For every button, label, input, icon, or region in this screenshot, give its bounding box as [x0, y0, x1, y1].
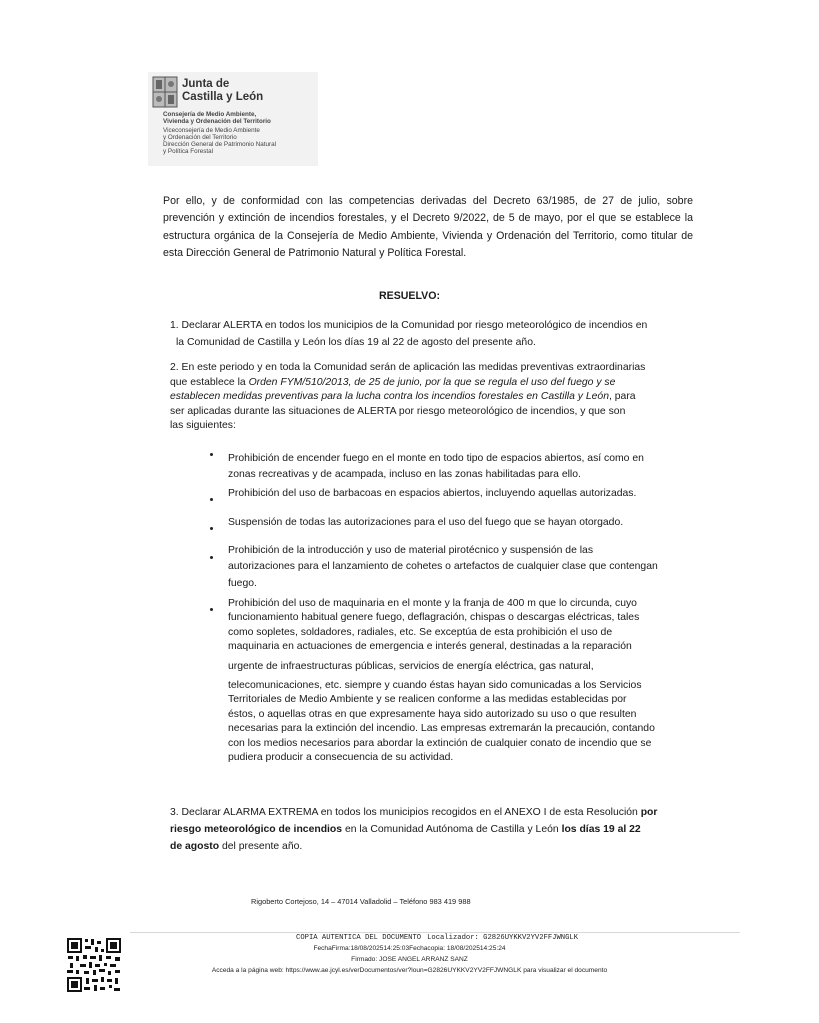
item3-bold: riesgo meteorológico de incendios: [170, 823, 343, 835]
bullet-line: funcionamiento habitual genere fuego, deflagración, chispas o descargas eléctricas, tales: [228, 612, 640, 624]
item1-line: la Comunidad de Castilla y León los días 19 al 22 de agosto del presente año.: [176, 336, 536, 348]
document-locator: Localizador: G2826UYKKV2YV2FFJWNGLK: [427, 934, 579, 942]
bullet-item: [228, 451, 690, 483]
order-reference: Orden FYM/510/2013, de 25 de junio, por la que se regula el uso del fuego y se: [248, 376, 616, 388]
bullet-line: Prohibición de encender fuego en el monte en todo tipo de espacios abiertos, así como en: [228, 453, 644, 464]
bullet-line: urgente de infraestructuras públicas, servicios de energía eléctrica, gas natural,: [228, 660, 594, 672]
bullet-item: [228, 597, 690, 765]
logo-sub-line: Viceconsejería de Medio Ambiente: [163, 127, 260, 134]
item3-bold: los días 19 al 22: [561, 823, 641, 835]
bullet-line: pudiera producir a consecuencia de su actividad.: [228, 752, 454, 764]
footer-divider: [130, 932, 740, 933]
bullet-item: Prohibición del uso de barbacoas en espacios abiertos, incluyendo aquellas autorizadas.: [228, 488, 637, 499]
logo-sub-line: y Ordenación del Territorio: [163, 134, 237, 141]
signature-dates: FechaFirma:18/08/202514:25:03Fechacopia: 18/08/202514:25:24: [313, 945, 506, 952]
item3-text: en la Comunidad Autónoma de Castilla y León: [342, 823, 562, 835]
item3-line: [170, 805, 690, 822]
item3-bold: por: [640, 807, 658, 818]
bullet-line: con los medios necesarios para abordar la extinción de cualquier conato de incendio que se: [228, 737, 652, 749]
authentic-copy-line: [296, 934, 578, 942]
resolution-heading: RESUELVO:: [378, 290, 441, 302]
item3-text: 3. Declarar ALARMA EXTREMA en todos los municipios recogidos en el ANEXO I de esta Resolución: [170, 807, 641, 818]
logo-title-line1: Junta de: [182, 78, 230, 90]
logo-sub-line: Vivienda y Ordenación del Territorio: [163, 118, 271, 125]
item2-line: ser aplicadas durante las situaciones de ALERTA por riesgo meteorológico de incendios, y que son: [170, 405, 626, 417]
logo-sub-line: Dirección General de Patrimonio Natural: [163, 141, 277, 148]
logo-sub-line: Consejería de Medio Ambiente,: [163, 111, 257, 118]
bullet-dot: [210, 527, 213, 530]
bullet-line: Territoriales de Medio Ambiente y se realicen conforme a las medidas establecidas por: [228, 694, 627, 706]
verification-url[interactable]: Acceda a la página web: https://www.ae.jcyl.es/verDocumentos/ver?loun=G2826UYKKV2YV2FFJWNGLK para visualizar el documento: [211, 967, 608, 974]
bullet-item: [228, 543, 690, 592]
bullet-line: autorizaciones para el lanzamiento de cohetes o artefactos de cualquier clase que contengan: [228, 561, 658, 573]
item2-line: [170, 376, 695, 391]
intro-paragraph: Por ello, y de conformidad con las competencias derivadas del Decreto 63/1985, de 27 de julio, sobre prevención y extinción de incendios forestales, y el Decreto 9/2022, de 5 de mayo, por el que se establece la estructura orgánica de la Consejería de Medio Ambiente, Vivienda y Ordenación del Territorio, como titular de esta Dirección General de Patrimonio Natural y Política Forestal.: [163, 195, 693, 259]
item2-text: , para: [608, 391, 636, 403]
item3-line: [170, 822, 690, 839]
item3-bold: de agosto: [170, 840, 220, 852]
resolution-item-2: [170, 361, 695, 434]
item3-text: del presente año.: [219, 840, 303, 852]
coat-of-arms-icon: [152, 76, 178, 110]
item3-line: [170, 839, 690, 856]
authentic-copy-label: COPIA AUTENTICA DEL DOCUMENTO: [296, 934, 422, 942]
bullet-line: Prohibición del uso de maquinaria en el monte y la franja de 400 m que lo circunda, cuyo: [228, 598, 637, 609]
logo-title-line2: Castilla y León: [182, 91, 264, 103]
resolution-item-1: [170, 318, 690, 352]
footer-address: Rigoberto Cortejoso, 14 – 47014 Valladolid – Teléfono 983 419 988: [251, 897, 471, 906]
bullet-line: maquinaria en actuaciones de emergencia e interés general, destinadas a la reparación: [228, 641, 632, 653]
resolution-item-3: [170, 805, 690, 855]
bullet-line: como sopletes, soldadores, radiales, etc. Se exceptúa de esta prohibición el uso de: [228, 626, 613, 638]
bullet-line: telecomunicaciones, etc. siempre y cuando éstas hayan sido comunicadas a los Servicios: [228, 680, 642, 692]
bullet-line: éstos, o aquellas otras en que expresamente haya sido autorizado su uso o que resulten: [228, 708, 637, 720]
item2-line: 2. En este periodo y en toda la Comunidad serán de aplicación las medidas preventivas extraordinarias: [170, 362, 646, 373]
logo-sub-line: y Política Forestal: [163, 148, 214, 155]
item2-text: que establece la: [170, 376, 249, 388]
bullet-dot: [210, 608, 213, 611]
item2-line: las siguientes:: [170, 420, 236, 432]
logo-junta-castilla-leon: [148, 72, 318, 166]
signed-by: Firmado: JOSE ANGEL ARRANZ SANZ: [351, 956, 468, 963]
order-reference: establecen medidas preventivas para la lucha contra los incendios forestales en Castilla y León: [170, 391, 609, 403]
bullet-line: zonas recreativas y de acampada, incluso en las zonas habilitadas para ello.: [228, 469, 581, 480]
bullet-line: necesarias para la extinción del incendio. Las empresas extremarán la precaución, contando: [228, 723, 655, 735]
bullet-dot: [210, 556, 213, 559]
bullet-item: Suspensión de todas las autorizaciones para el uso del fuego que se hayan otorgado.: [228, 517, 624, 528]
bullet-dot: [210, 498, 213, 501]
bullet-dot: [210, 453, 213, 456]
bullet-line: Prohibición de la introducción y uso de material pirotécnico y suspensión de las: [228, 545, 594, 556]
bullet-line: fuego.: [228, 577, 257, 589]
item1-line: 1. Declarar ALERTA en todos los municipios de la Comunidad por riesgo meteorológico de incendios en: [170, 320, 648, 331]
item2-line: [170, 390, 695, 405]
